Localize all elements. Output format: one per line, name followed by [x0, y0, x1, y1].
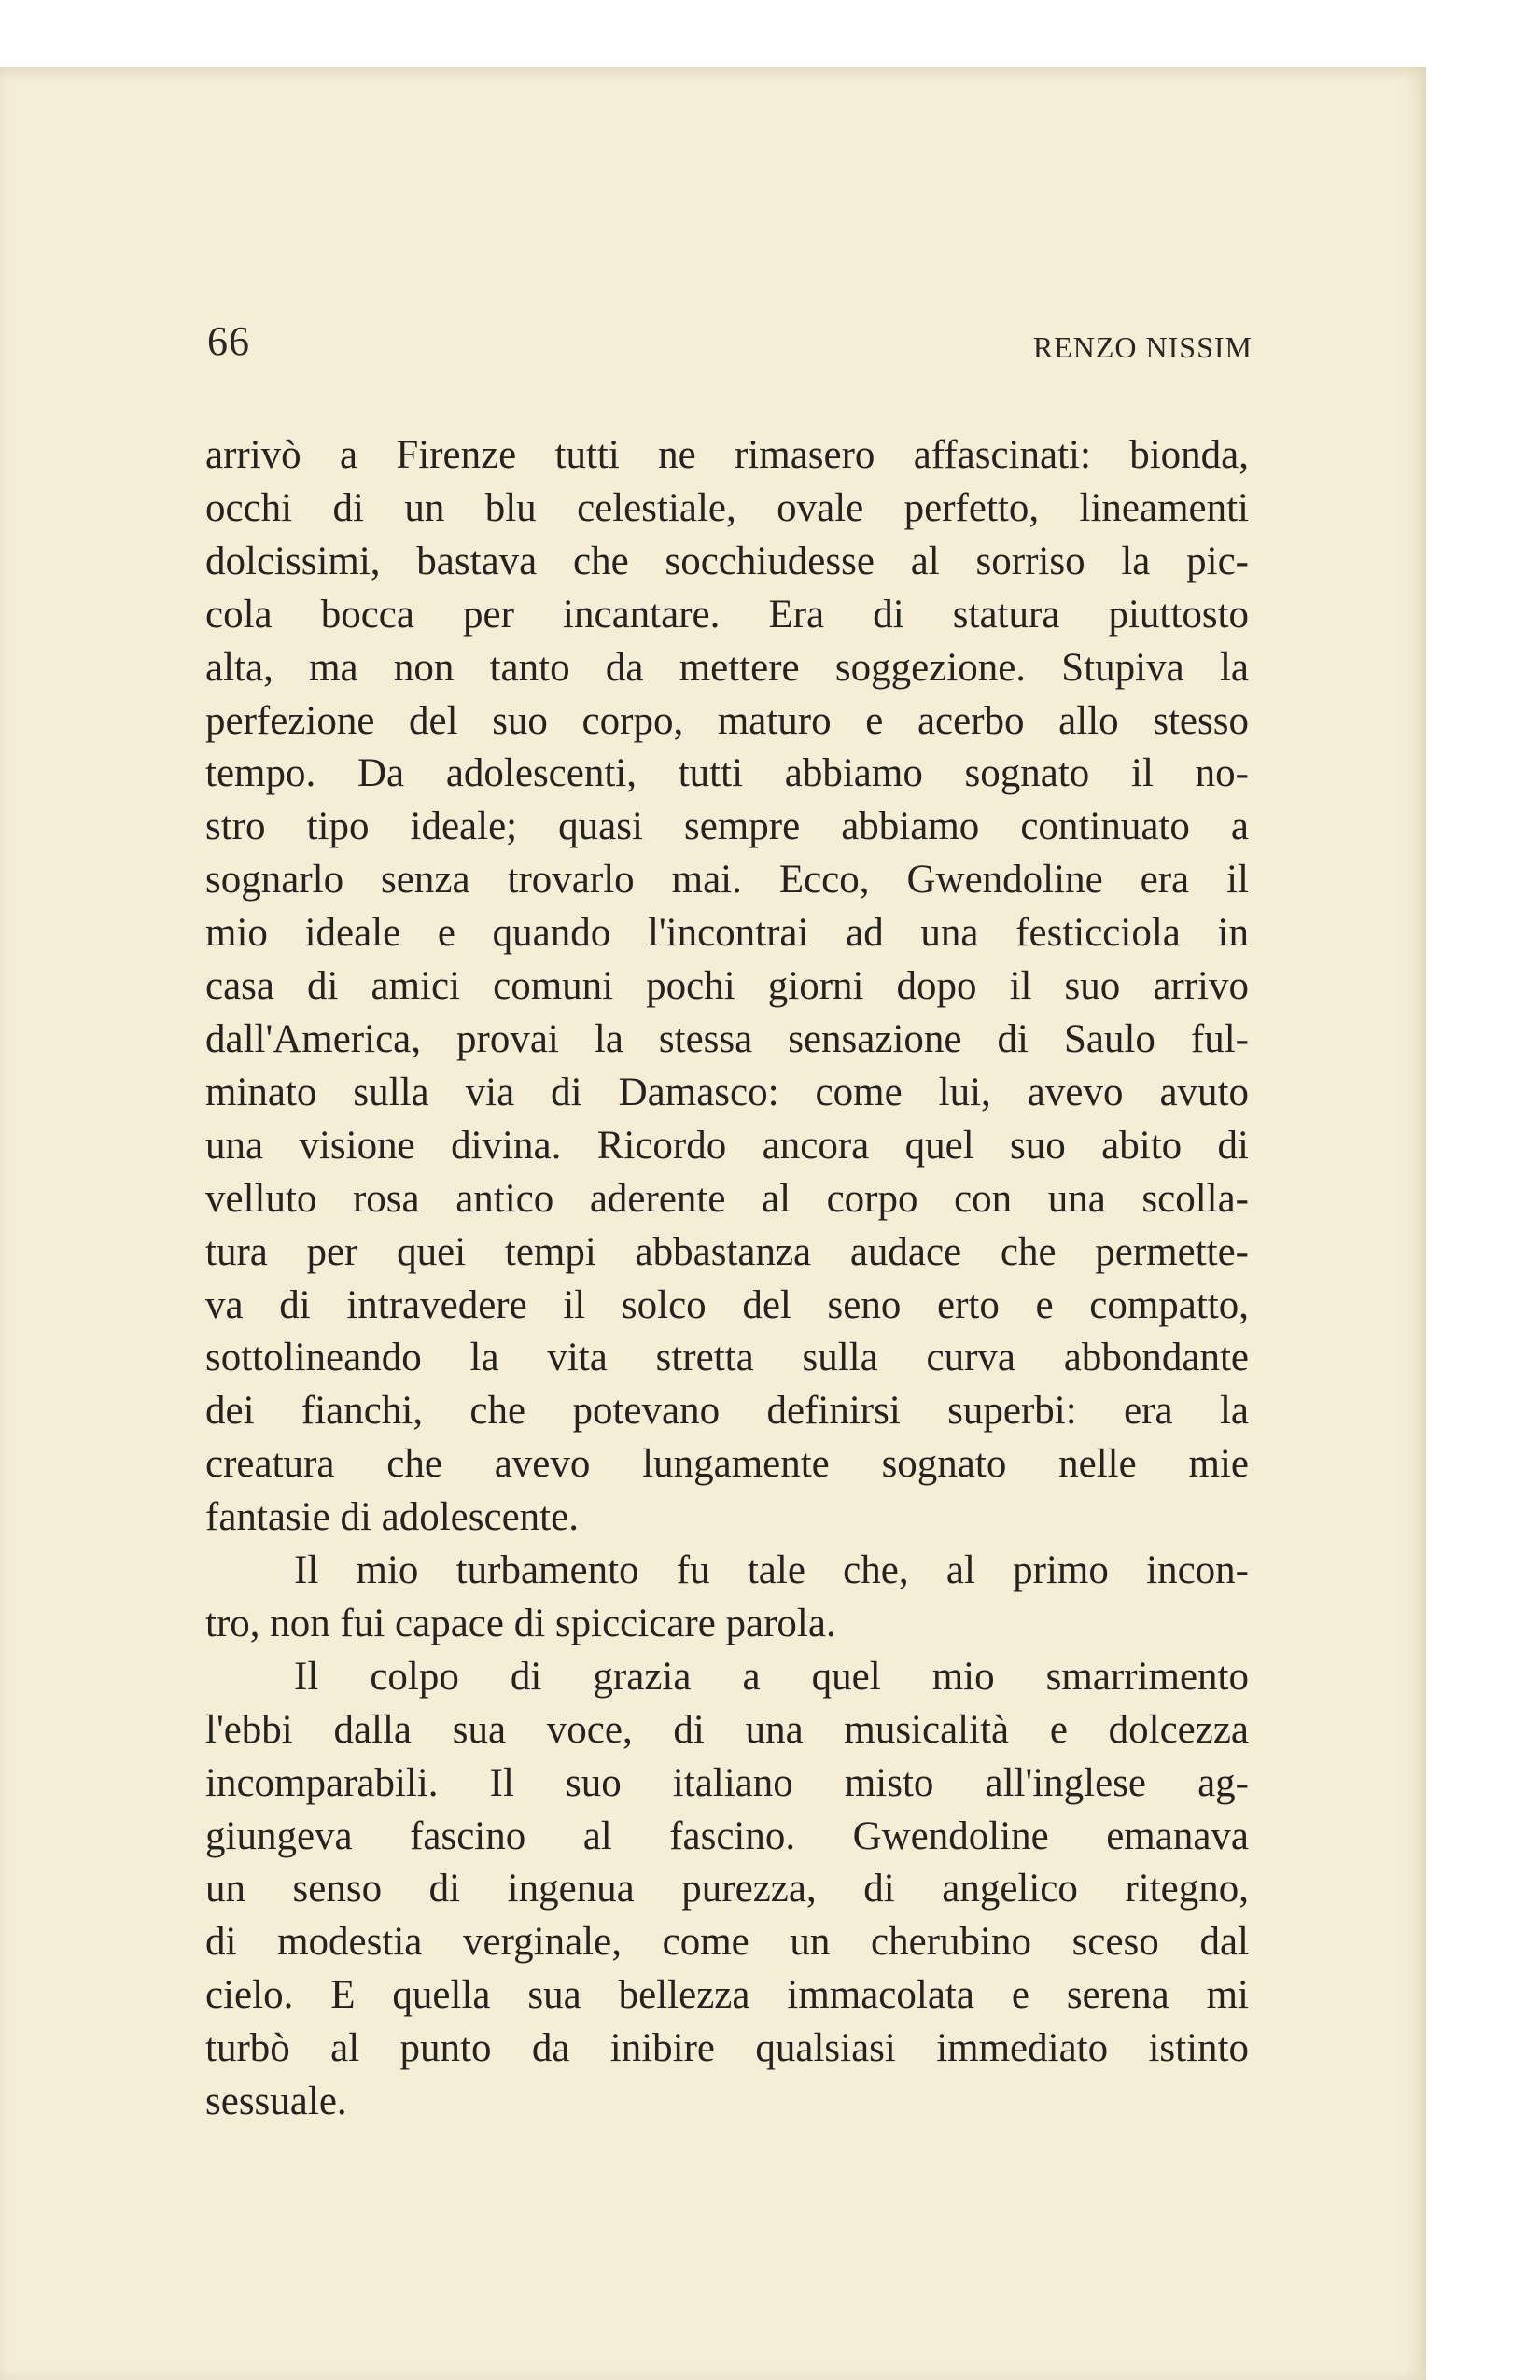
body-text	[205, 429, 1249, 2129]
page-number: 66	[207, 318, 250, 364]
paragraph	[205, 1545, 1249, 1651]
text-line: stro tipo ideale; quasi sempre abbiamo continuato a	[205, 805, 1249, 849]
text-line: creatura che avevo lungamente sognato nelle mie	[205, 1442, 1249, 1487]
text-line: turbò al punto da inibire qualsiasi immediato istinto	[205, 2026, 1249, 2071]
text-line: fantasie di adolescente.	[205, 1495, 579, 1540]
text-line: una visione divina. Ricordo ancora quel suo abito di	[205, 1123, 1249, 1168]
text-line: dall'America, provai la stessa sensazione di Saulo ful-	[205, 1016, 1249, 1061]
paragraph	[205, 429, 1249, 1545]
page-sheet	[0, 67, 1426, 2380]
text-line: arrivò a Firenze tutti ne rimasero affascinati: bionda,	[205, 433, 1249, 477]
text-line: alta, ma non tanto da mettere soggezione. Stupiva la	[205, 645, 1249, 690]
text-line: giungeva fascino al fascino. Gwendoline emanava	[205, 1813, 1249, 1858]
text-line: occhi di un blu celestiale, ovale perfetto, lineamenti	[205, 485, 1249, 530]
text-line: incomparabili. Il suo italiano misto all'inglese ag-	[205, 1760, 1249, 1805]
text-line: Il colpo di grazia a quel mio smarrimento	[294, 1654, 1249, 1699]
text-line: sognarlo senza trovarlo mai. Ecco, Gwendoline era il	[205, 858, 1249, 903]
text-line: casa di amici comuni pochi giorni dopo il suo arrivo	[205, 964, 1249, 1009]
paragraph	[205, 1651, 1249, 2129]
running-head-author: RENZO NISSIM	[1032, 330, 1253, 364]
text-line: sottolineando la vita stretta sulla curva abbondante	[205, 1336, 1249, 1380]
text-line: l'ebbi dalla sua voce, di una musicalità e dolcezza	[205, 1707, 1249, 1752]
text-line: va di intravedere il solco del seno erto e compatto,	[205, 1282, 1249, 1327]
text-line: dei fianchi, che potevano definirsi superbi: era la	[205, 1389, 1249, 1434]
text-line: minato sulla via di Damasco: come lui, avevo avuto	[205, 1070, 1249, 1114]
text-line: tempo. Da adolescenti, tutti abbiamo sognato il no-	[205, 751, 1249, 796]
text-line: sessuale.	[205, 2079, 347, 2124]
text-line: Il mio turbamento fu tale che, al primo incon-	[294, 1548, 1249, 1593]
text-line: tura per quei tempi abbastanza audace che permette-	[205, 1229, 1249, 1274]
text-line: un senso di ingenua purezza, di angelico ritegno,	[205, 1867, 1249, 1911]
text-line: perfezione del suo corpo, maturo e acerbo allo stesso	[205, 698, 1249, 743]
text-line: cielo. E quella sua bellezza immacolata e serena mi	[205, 1973, 1249, 2018]
running-head	[207, 317, 1253, 373]
text-line: velluto rosa antico aderente al corpo con una scolla-	[205, 1176, 1249, 1221]
text-line: tro, non fui capace di spiccicare parola.	[205, 1601, 836, 1645]
text-line: mio ideale e quando l'incontrai ad una festicciola in	[205, 911, 1249, 956]
text-line: di modestia verginale, come un cherubino sceso dal	[205, 1920, 1249, 1965]
text-line: dolcissimi, bastava che socchiudesse al sorriso la pic-	[205, 539, 1249, 583]
text-line: cola bocca per incantare. Era di statura piuttosto	[205, 592, 1249, 637]
